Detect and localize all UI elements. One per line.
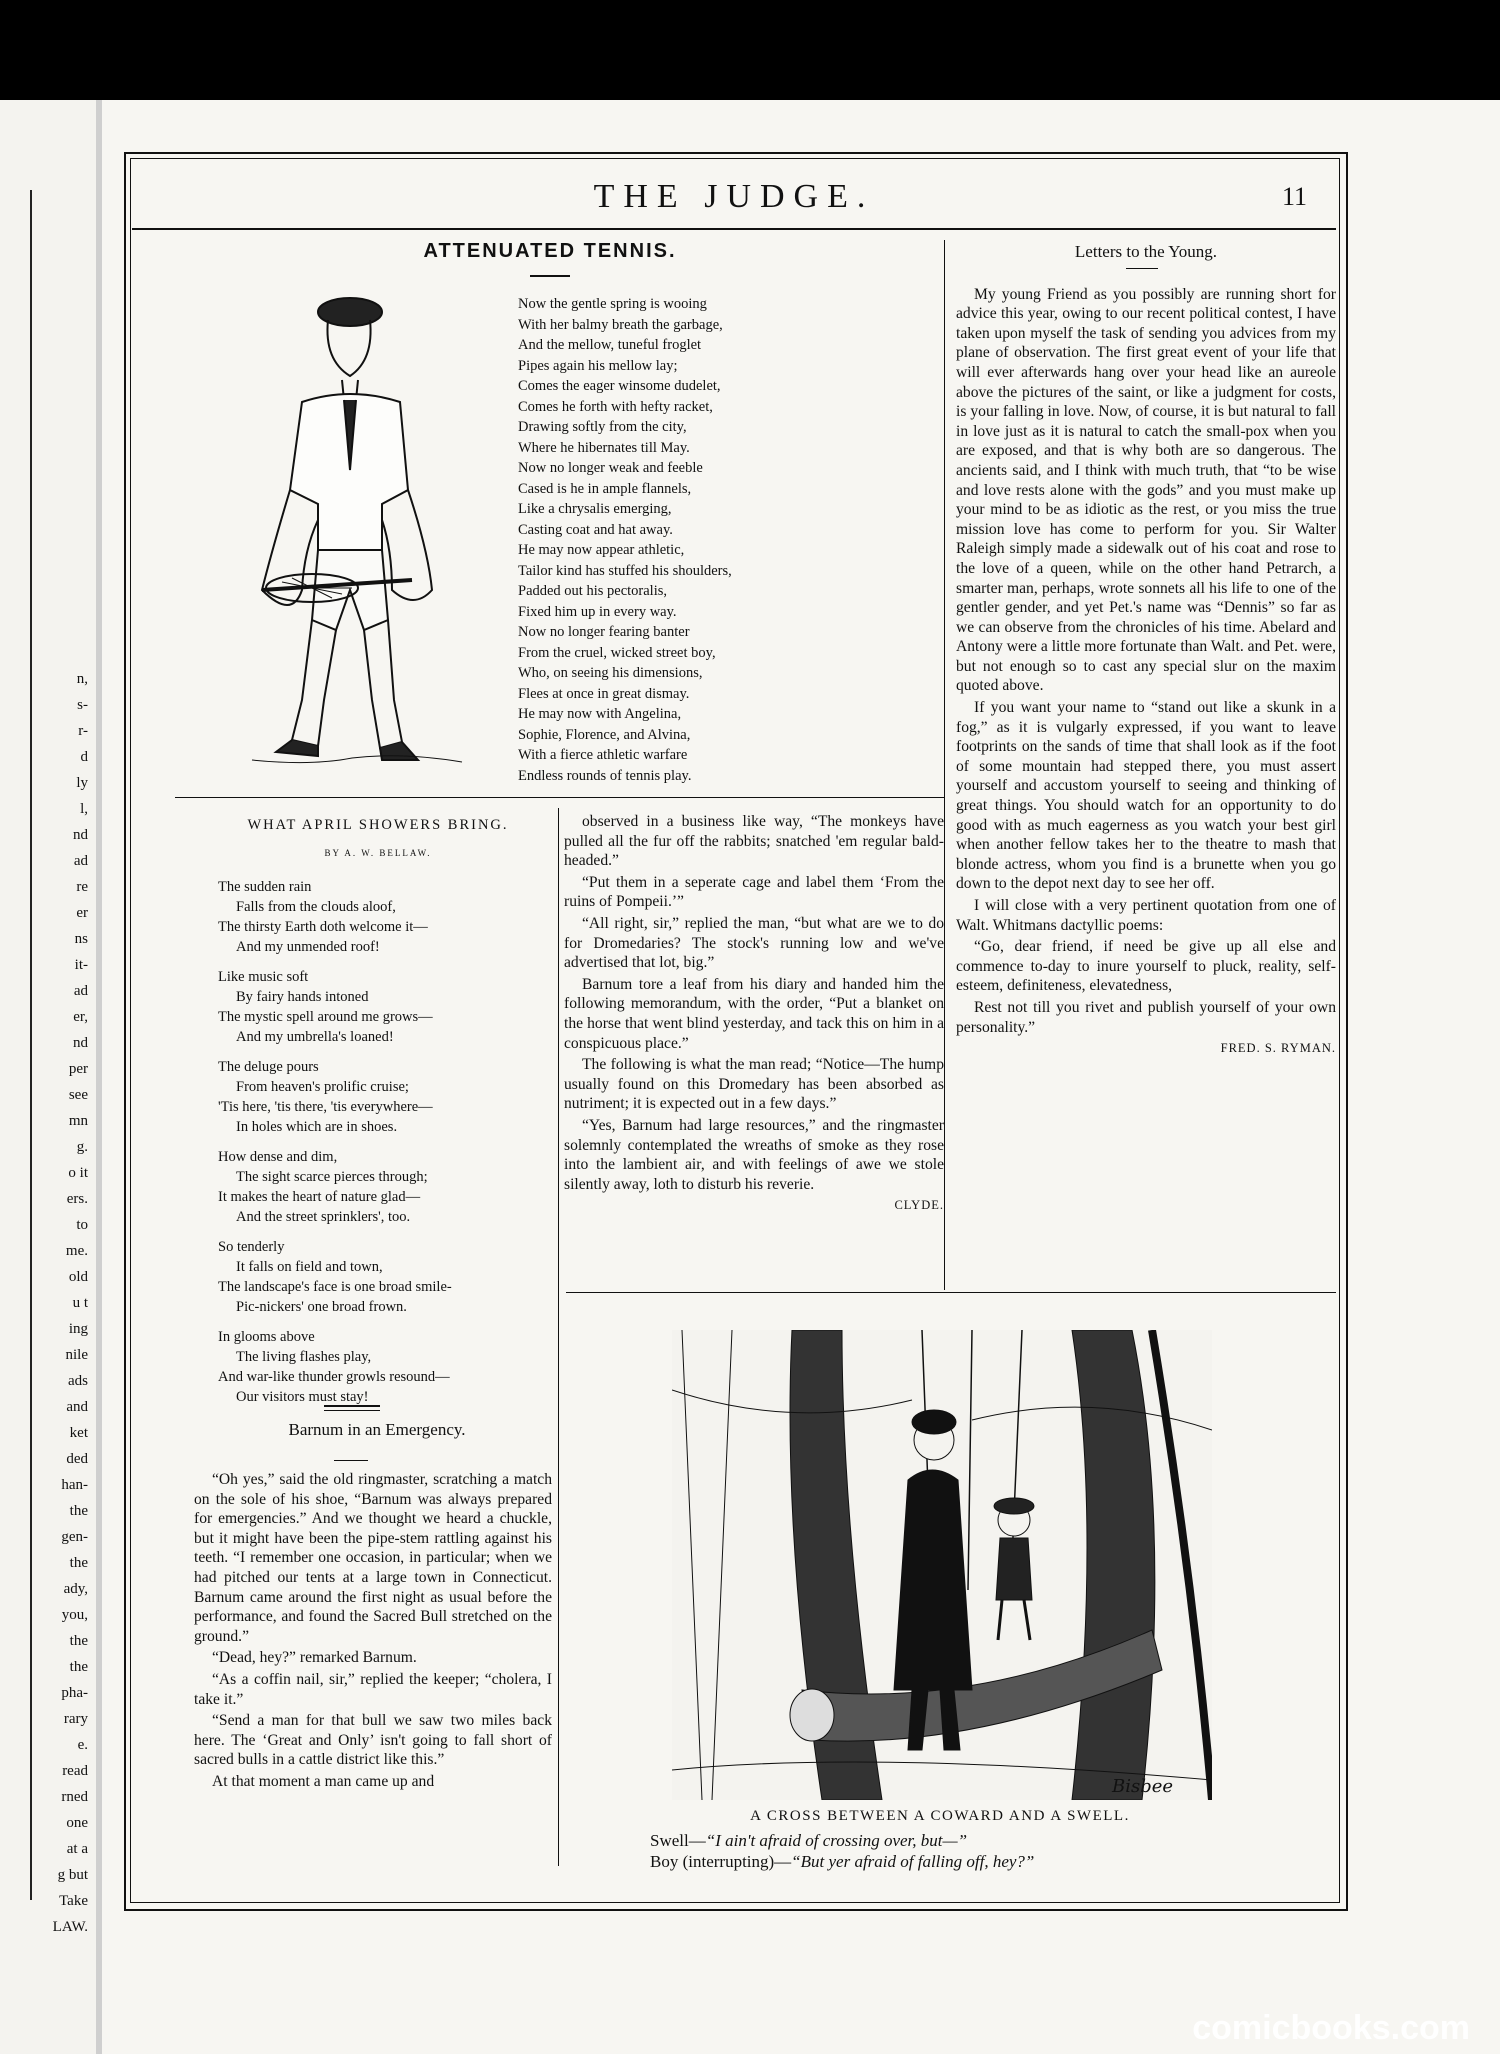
poem-line: Comes the eager winsome dudelet, [518, 378, 721, 394]
stanza-line: Like music soft [218, 969, 309, 985]
left-fragment: ns [74, 931, 88, 947]
left-fragment: g. [76, 1139, 88, 1155]
masthead: THE JUDGE. [593, 178, 875, 215]
cartoon-illustration [672, 1330, 1212, 1800]
tennis-divider [175, 797, 945, 798]
poem-line: Who, on seeing his dimensions, [518, 665, 703, 681]
masthead-rule [132, 228, 1336, 230]
left-fragment: gen- [61, 1529, 88, 1545]
left-fragment: nd [73, 1035, 88, 1051]
left-fragment: and [66, 1399, 88, 1415]
left-fragment: er, [73, 1009, 88, 1025]
poem-line: Padded out his pectoralis, [518, 583, 668, 599]
stanza [218, 967, 538, 1047]
stanza-line: The thirsty Earth doth welcome it— [218, 919, 428, 935]
left-fragment: rned [61, 1789, 88, 1805]
cartoon-divider [566, 1292, 1336, 1293]
stanza-line: Falls from the clouds aloof, [236, 899, 396, 915]
poem-line: He may now with Angelina, [518, 706, 682, 722]
left-fragment: me. [65, 1243, 88, 1259]
stanza-line: The mystic spell around me grows— [218, 1009, 433, 1025]
stanza-line: Pic-nickers' one broad frown. [236, 1299, 407, 1315]
paragraph: “Oh yes,” said the old ringmaster, scratching a match on the sole of his shoe, “Barnum was always prepared for emergencies.” And we thought we heard a chuckle, but it might have been the pipe-stem rattling against his teeth. “I remember one occasion, in particular; when we had pitched our tents at a large town in Connecticut. Barnum came around the first night as usual before the performance, and found the Sacred Bull stretched on the ground.” [194, 1471, 552, 1645]
boy-speaker: Boy (interrupting)— [650, 1852, 792, 1871]
letters-title-rule [1126, 268, 1158, 269]
poem-line: Like a chrysalis emerging, [518, 501, 672, 517]
barnum-title-wrap [216, 1420, 538, 1446]
paragraph: Rest not till you rivet and publish yourself of your own personality.” [956, 998, 1336, 1036]
poem-line: Cased is he in ample flannels, [518, 480, 692, 497]
paragraph: Barnum tore a leaf from his diary and handed him the following memorandum, with the order, “Put a blanket on the horse that went blind yesterday, and tack this on him in a conspicuous place.” [564, 975, 944, 1052]
paragraph: “Send a man for that bull we saw two miles back here. The ‘Great and Only’ isn't going to fall short of sacred bulls in a cattle district like this.” [194, 1712, 552, 1769]
poem-line: He may now appear athletic, [518, 542, 685, 558]
left-fragment: Take [59, 1893, 88, 1909]
poem-line: With her balmy breath the garbage, [518, 316, 723, 333]
letters-body [956, 285, 1336, 1038]
stanza [218, 1057, 538, 1137]
barnum-title-rule [334, 1460, 368, 1461]
barnum-signature: CLYDE. [894, 1198, 944, 1213]
left-fragment: r- [78, 723, 88, 739]
left-fragment: g but [57, 1867, 88, 1883]
tennis-title-rule [530, 275, 570, 277]
poem-line: Where he hibernates till May. [518, 439, 690, 456]
left-fragment: s- [77, 697, 88, 713]
stanza-line: By fairy hands intoned [236, 989, 369, 1005]
left-fragment: the [69, 1633, 88, 1649]
poem-line: Pipes again his mellow lay; [518, 357, 678, 374]
stanza [218, 1237, 538, 1317]
showers-poem-block [218, 815, 538, 1417]
left-fragment: nile [65, 1347, 88, 1363]
stanza [218, 1327, 538, 1407]
tennis-title: ATTENUATED TENNIS. [423, 240, 677, 262]
poem-line: Now the gentle spring is wooing [518, 296, 707, 312]
stanza-line: In holes which are in shoes. [236, 1119, 398, 1135]
left-fragment: han- [61, 1477, 88, 1493]
left-page-border [0, 190, 32, 1900]
stanza-line: In glooms above [218, 1329, 315, 1345]
left-fragment: the [69, 1503, 88, 1519]
barnum-rule-top [324, 1405, 380, 1407]
cartoon-caption: A CROSS BETWEEN A COWARD AND A SWELL. [750, 1808, 1130, 1824]
poem-line: Flees at once in great dismay. [518, 685, 690, 702]
paragraph: “Put them in a seperate cage and label them ‘From the ruins of Pompeii.’” [564, 873, 944, 911]
paragraph: “As a coffin nail, sir,” replied the keeper; “cholera, I take it.” [194, 1670, 552, 1708]
stanza-line: The sudden rain [218, 879, 312, 895]
stanza [218, 877, 538, 957]
showers-stanzas [218, 877, 538, 1407]
left-fragment: it- [74, 957, 88, 973]
left-fragment: pha- [61, 1685, 88, 1701]
poem-line: Now no longer fearing banter [518, 624, 690, 640]
stanza-line: It makes the heart of nature glad— [218, 1189, 421, 1205]
page-gutter [96, 100, 102, 2054]
left-fragment: read [62, 1763, 88, 1779]
stanza-line: The landscape's face is one broad smile- [218, 1279, 452, 1295]
swell-text: “I ain't afraid of crossing over, but—” [705, 1831, 968, 1850]
showers-author: BY A. W. BELLAW. [324, 848, 432, 858]
cartoon-artist-signature: Bisbee [1112, 1776, 1174, 1797]
stanza-line: And my unmended roof! [236, 939, 380, 955]
paragraph: “Dead, hey?” remarked Barnum. [212, 1649, 417, 1667]
poem-line: Endless rounds of tennis play. [518, 767, 692, 784]
left-fragment: old [68, 1269, 88, 1285]
watermark: comicbooks.com [1192, 2009, 1470, 2047]
paragraph: The following is what the man read; “Notice—The hump usually found on this Dromedary has been absorbed as nutriment; it is expected out in a few days.” [564, 1056, 944, 1113]
paragraph: I will close with a very pertinent quotation from one of Walt. Whitmans dactyllic poems: [956, 897, 1336, 934]
stanza [218, 1147, 538, 1227]
paragraph: If you want your name to “stand out like a skunk in a fog,” as it is vulgarly expressed, if you want to leave footprints on the sands of time that shall look as if the foot of some mountain had stepped there, you must assert yourself and accustom yourself to seeing and thinking of great things. You should watch for an opportunity to do good with as much eagerness as you watch your best girl when another fellow takes her to the theatre to mash that blonde actress, whom you find is a brunette when you go down to the depot next day to see her off. [956, 699, 1336, 893]
column-divider [558, 808, 559, 1866]
barnum-column-2 [564, 812, 944, 1216]
left-fragment: re [76, 879, 88, 895]
left-fragment: the [69, 1659, 88, 1675]
left-fragment: nd [73, 827, 88, 843]
stanza-line: Our visitors must stay! [236, 1389, 369, 1405]
left-fragment: er [76, 905, 88, 921]
poem-line: Sophie, Florence, and Alvina, [518, 726, 691, 743]
stanza-line: How dense and dim, [218, 1149, 338, 1165]
poem-line: Now no longer weak and feeble [518, 460, 703, 476]
barnum-column-1 [194, 1470, 552, 1794]
letters-column [956, 242, 1336, 1059]
paragraph: observed in a business like way, “The monkeys have pulled all the fur off the rabbits; snatched 'em regular bald-headed.” [564, 813, 944, 870]
letters-title: Letters to the Young. [1074, 242, 1218, 261]
left-fragment: o it [68, 1165, 88, 1181]
left-fragment: u t [72, 1295, 88, 1311]
left-fragment: ad [73, 853, 88, 869]
left-fragment: ing [68, 1321, 88, 1337]
letters-signature: FRED. S. RYMAN. [1220, 1041, 1336, 1056]
left-fragment: see [68, 1087, 88, 1103]
left-fragment: to [76, 1217, 88, 1233]
barnum-title: Barnum in an Emergency. [288, 1420, 466, 1439]
stanza-line: From heaven's prolific cruise; [236, 1079, 409, 1095]
left-fragment: ded [66, 1451, 88, 1467]
showers-title: WHAT APRIL SHOWERS BRING. [247, 817, 509, 833]
left-fragment: ket [69, 1425, 88, 1441]
poem-line: Comes he forth with hefty racket, [518, 398, 713, 415]
left-fragment: d [80, 749, 88, 765]
paragraph: At that moment a man came up and [212, 1772, 435, 1790]
stanza-line: And the street sprinklers', too. [236, 1209, 411, 1225]
cartoon-line-boy [650, 1851, 1290, 1872]
left-fragment: ers. [66, 1191, 88, 1207]
stanza-line: It falls on field and town, [236, 1259, 383, 1275]
left-fragment: mn [68, 1113, 88, 1129]
left-fragment: one [66, 1815, 88, 1831]
cartoon-dialogue [650, 1830, 1290, 1872]
left-fragment: LAW. [52, 1919, 88, 1935]
poem-line: Fixed him up in every way. [518, 603, 677, 620]
tennis-player-illustration [232, 290, 472, 770]
stanza-line: And my umbrella's loaned! [236, 1029, 394, 1045]
tennis-poem [518, 294, 848, 786]
paragraph: “All right, sir,” replied the man, “but what are we to do for Dromedaries? The stock's running low and we've advertised that lot, big.” [564, 914, 944, 972]
stanza-line: 'Tis here, 'tis there, 'tis everywhere— [218, 1099, 433, 1115]
left-fragment: you, [61, 1607, 88, 1623]
poem-line: And the mellow, tuneful froglet [518, 337, 702, 353]
letters-divider [944, 240, 945, 1290]
left-fragment: the [69, 1555, 88, 1571]
poem-line: Casting coat and hat away. [518, 521, 673, 538]
left-fragment: ly [76, 775, 88, 791]
left-fragment: n, [76, 671, 88, 687]
left-fragment: ad [73, 983, 88, 999]
left-fragment: at a [66, 1841, 88, 1857]
left-fragment: per [68, 1061, 88, 1077]
left-fragment: e. [77, 1737, 88, 1753]
poem-line: With a fierce athletic warfare [518, 747, 688, 763]
stanza-line: So tenderly [218, 1239, 285, 1255]
cartoon-line-swell [650, 1830, 1290, 1851]
stanza-line: The sight scarce pierces through; [236, 1169, 428, 1185]
stanza-line: The living flashes play, [236, 1349, 372, 1365]
poem-line: Tailor kind has stuffed his shoulders, [518, 562, 732, 579]
swell-speaker: Swell— [650, 1831, 706, 1850]
paragraph: “Yes, Barnum had large resources,” and the ringmaster solemnly contemplated the wreaths of smoke as they rose into the lambient air, and with feelings of awe we stole silently away, loth to disturb his reverie. [564, 1116, 944, 1193]
boy-text: “But yer afraid of falling off, hey?” [791, 1852, 1035, 1871]
stanza-line: The deluge pours [218, 1059, 319, 1075]
barnum-rule-top2 [324, 1410, 380, 1411]
left-fragment: ads [68, 1373, 88, 1389]
stanza-line: And war-like thunder growls resound— [218, 1369, 450, 1385]
left-fragment: l, [80, 801, 88, 817]
poem-line: Drawing softly from the city, [518, 419, 687, 435]
left-fragment: ady, [63, 1581, 88, 1597]
paragraph: My young Friend as you possibly are running short for advice this year, owing to our recent political contest, I have taken upon myself the task of sending you advices from my plane of observation. The first great event of your life that will ever afterwards hang over your head like an aureole above the pictures of the saint, or like a judgment for costs, is your falling in love. Now, of course, it is but natural to fall in love just as it is natural to catch the small-pox when you are exposed, and that is why both are so dangerous. The ancients said, and I think with much truth, that “to be wise and love rests alone with the gods” and you must make up your mind to be as idiotic as the rest, or you miss the true mission love has come to perform for you. Sir Walter Raleigh simply made a sidewalk out of his coat and rose to the love of a queen, while on the other hand Petrarch, a smarter man, perhaps, wrote sonnets all his life to one of the gentler gender, and yet Pet.'s name was “Dennis” so far as we can observe from the chronicles of his time. Abelard and Antony were a little more fortunate than Walt. and Pet. were, but not enough so to cast any special slur on the maxim quoted above. [956, 285, 1336, 695]
page-number: 11 [1282, 182, 1308, 211]
paragraph: “Go, dear friend, if need be give up all else and commence to-day to inure yourself to pluck, reality, self-esteem, definiteness, elevatedness, [956, 938, 1336, 995]
left-page-edge [0, 100, 96, 2054]
poem-line: From the cruel, wicked street boy, [518, 644, 716, 661]
left-fragment: rary [63, 1711, 88, 1727]
